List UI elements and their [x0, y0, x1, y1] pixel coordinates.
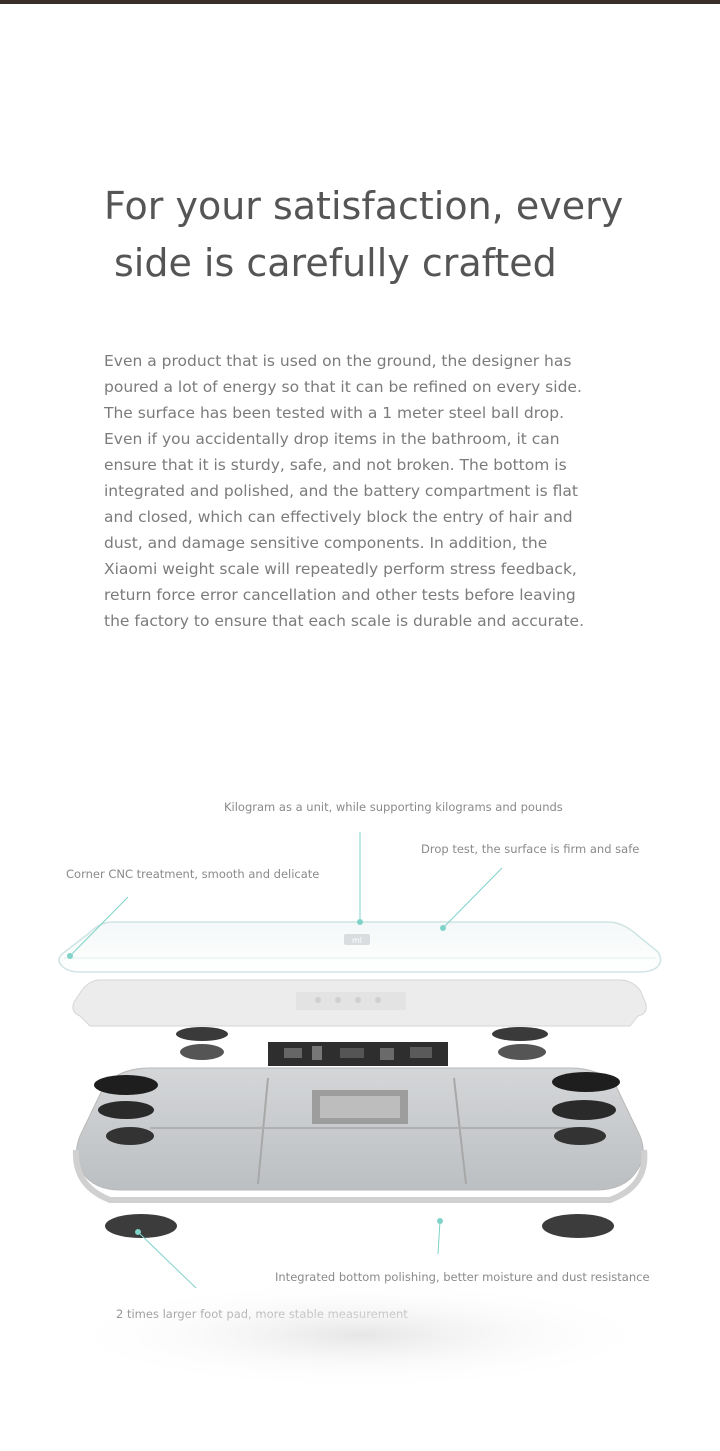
body-line: The surface has been tested with a 1 meter steel ball drop.	[104, 404, 565, 422]
top-bar	[0, 0, 720, 4]
headline-line-2: side is carefully crafted	[114, 241, 557, 285]
callout-unit: Kilogram as a unit, while supporting kilograms and pounds	[224, 800, 563, 814]
body-line: integrated and polished, and the battery compartment is flat	[104, 482, 578, 500]
floor-shadow	[60, 1280, 660, 1390]
middle-panel	[73, 980, 646, 1026]
body-line: dust, and damage sensitive components. In addition, the	[104, 534, 548, 552]
glass-top-plate	[59, 922, 661, 972]
callout-drop-test: Drop test, the surface is firm and safe	[421, 842, 640, 856]
headline	[104, 178, 664, 292]
callout-corner: Corner CNC treatment, smooth and delicate	[66, 867, 320, 881]
scale-exploded-illustration	[0, 780, 720, 1420]
circuit-board	[268, 1042, 448, 1066]
body-line: Even a product that is used on the ground, the designer has	[104, 352, 572, 370]
body-line: return force error cancellation and other tests before leaving	[104, 586, 576, 604]
body-line: the factory to ensure that each scale is durable and accurate.	[104, 612, 585, 630]
body-line: ensure that it is sturdy, safe, and not broken. The bottom is	[104, 456, 567, 474]
body-line: and closed, which can effectively block the entry of hair and	[104, 508, 573, 526]
headline-line-1: For your satisfaction, every	[104, 184, 624, 228]
body-line: Even if you accidentally drop items in the bathroom, it can	[104, 430, 560, 448]
body-line: poured a lot of energy so that it can be refined on every side.	[104, 378, 582, 396]
body-line: Xiaomi weight scale will repeatedly perform stress feedback,	[104, 560, 577, 578]
foot-pads	[105, 1214, 614, 1238]
body-paragraph	[104, 348, 664, 634]
callout-bottom: Integrated bottom polishing, better moisture and dust resistance	[275, 1270, 650, 1284]
mi-logo-text: mi	[351, 936, 363, 945]
